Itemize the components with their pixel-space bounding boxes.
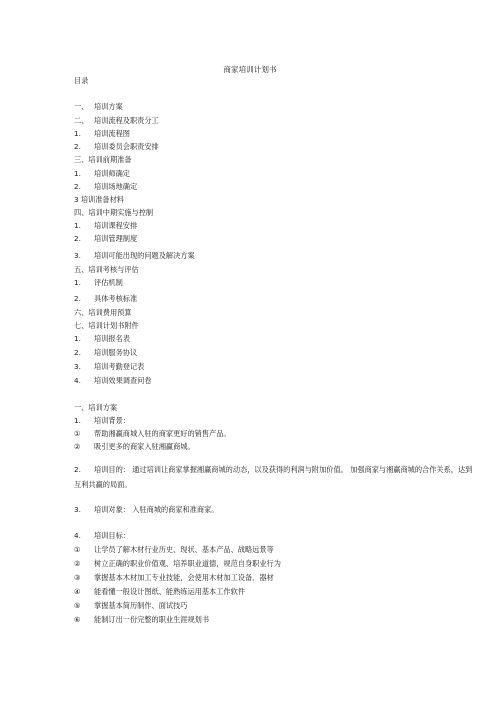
- purpose-paragraph-continued: 互利共赢的局面。: [74, 480, 132, 489]
- document-title: 商家培训计划书: [223, 65, 277, 74]
- section-heading: 一、培训方案: [74, 403, 118, 412]
- document-page: 商家培训计划书 目录 一、 培训方案 二、 培训流程及职责分工 1. 培训流程图 2. 培训委员会职责安排 三、培训前期准备 1. 培训师确定 2. 培训场地确定 3 培训准备材料 四、培训中期实施与控制 1. 培训课程安排 2. 培训管理制度 3. 培训可能出现的问题及解决方案 五、培训考核与评估 1. 评估机制 2. 具体考核标准 六、培训费用预算 七、培训计划书附件 1. 培训报名表 2. 培训服务协议 3. 培训考勤登记表 4. 培训效果调查问卷 一、培训方案 1. 培训背景： ① 帮助湘赢商城入驻的商家更好的销售产品。 ② 吸引更多的商家入驻湘赢商城。 2. 培训目的： 通过培训让商家掌握湘赢商城的动态，以及获得的利润与附加价值。 加强商家与湘赢商城的合作关系，达到 互利共赢的局面。 3. 培训对象： 入驻商城的商家和准商家。 4. 培训目标： ① 让学员了解木材行业历史、现状、基本产品、战略远景等 ② 树立正确的职业价值观、培养职业道德，规范自身职业行为 ③ 掌握基本木材加工专业技能，会使用木材加工设备、器材 ④ 能看懂一般设计图纸、能熟练运用基本工作软件 ⑤ 掌握基本简历制作、面试技巧 ⑥ 能制订出一份完整的职业生涯规划书: [0, 0, 500, 708]
- toc-heading: 目录: [74, 76, 89, 85]
